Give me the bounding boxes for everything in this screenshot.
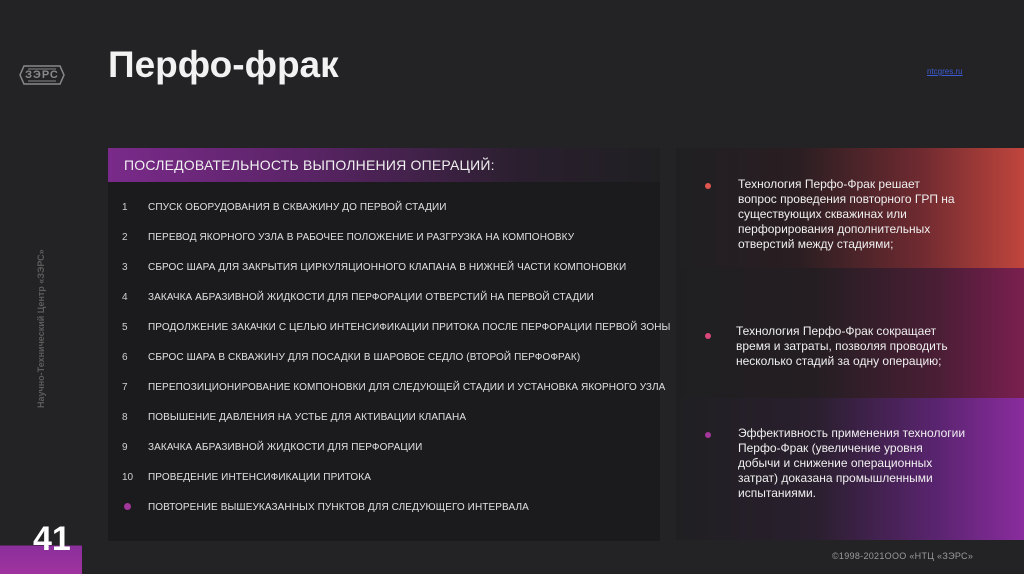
item-number: 9 [122, 441, 128, 453]
operations-title: ПОСЛЕДОВАТЕЛЬНОСТЬ ВЫПОЛНЕНИЯ ОПЕРАЦИЙ: [124, 157, 495, 173]
list-item [108, 192, 660, 222]
benefit-line: отверстий между стадиями; [738, 237, 894, 251]
benefit-line: Технология Перфо-Фрак решает [738, 177, 920, 191]
benefit-text-3 [738, 426, 965, 501]
item-number: 7 [122, 381, 128, 393]
list-item [108, 432, 660, 462]
benefit-line: Технология Перфо-Фрак сокращает [736, 324, 937, 338]
bullet-dot-icon [124, 503, 131, 510]
item-text: ПОВЫШЕНИЕ ДАВЛЕНИЯ НА УСТЬЕ ДЛЯ АКТИВАЦИИ КЛАПАНА [148, 411, 467, 423]
page-title: Перфо-фрак [108, 44, 339, 85]
list-item [108, 222, 660, 252]
item-text: СПУСК ОБОРУДОВАНИЯ В СКВАЖИНУ ДО ПЕРВОЙ СТАДИИ [148, 201, 447, 213]
list-item [108, 342, 660, 372]
list-item [108, 312, 671, 342]
benefit-line: вопрос проведения повторного ГРП на [738, 192, 955, 206]
footer-copyright: ©1998-2021ООО «НТЦ «ЗЭРС» [832, 551, 974, 561]
item-number: 2 [122, 231, 128, 243]
benefit-line: Эффективность применения технологии [738, 426, 966, 440]
item-text: ПРОДОЛЖЕНИЕ ЗАКАЧКИ С ЦЕЛЬЮ ИНТЕНСИФИКАЦИИ ПРИТОКА ПОСЛЕ ПЕРФОРАЦИИ ПЕРВОЙ ЗОНЫ [148, 321, 671, 333]
item-text: ЗАКАЧКА АБРАЗИВНОЙ ЖИДКОСТИ ДЛЯ ПЕРФОРАЦИИ [148, 441, 423, 453]
list-item [108, 282, 660, 312]
benefit-line: существующих скважинах или [738, 207, 907, 221]
benefit-line: перфорирования дополнительных [738, 222, 931, 236]
list-item [108, 402, 660, 432]
benefit-line: затрат) доказана промышленными [738, 471, 933, 485]
item-number: 10 [122, 471, 134, 483]
item-text: СБРОС ШАРА В СКВАЖИНУ ДЛЯ ПОСАДКИ В ШАРОВОЕ СЕДЛО (ВТОРОЙ ПЕРФОФРАК) [148, 351, 581, 363]
website-link[interactable]: ntcgres.ru [927, 67, 963, 76]
item-number: 8 [122, 411, 128, 423]
item-number: 3 [122, 261, 128, 273]
benefit-line: несколько стадий за одну операцию; [736, 354, 942, 368]
list-item [108, 372, 666, 402]
side-caption: Научно-Технический Центр «ЗЭРС» [36, 249, 46, 408]
list-item [108, 462, 660, 492]
benefit-line: испытаниями. [738, 486, 816, 500]
item-text: ПЕРЕВОД ЯКОРНОГО УЗЛА В РАБОЧЕЕ ПОЛОЖЕНИЕ И РАЗГРУЗКА НА КОМПОНОВКУ [148, 231, 575, 243]
item-number: 6 [122, 351, 128, 363]
benefit-line: Перфо-Фрак (увеличение уровня [738, 441, 923, 455]
item-number: 1 [122, 201, 128, 213]
list-item [108, 252, 660, 282]
item-number: 5 [122, 321, 128, 333]
benefit-text-2 [736, 324, 948, 369]
item-number: 4 [122, 291, 128, 303]
bullet-dot-icon [705, 183, 711, 189]
bullet-dot-icon [705, 432, 711, 438]
company-logo [18, 62, 66, 88]
list-item [108, 492, 660, 522]
item-text: ЗАКАЧКА АБРАЗИВНОЙ ЖИДКОСТИ ДЛЯ ПЕРФОРАЦИИ ОТВЕРСТИЙ НА ПЕРВОЙ СТАДИИ [148, 291, 594, 303]
item-text: ПЕРЕПОЗИЦИОНИРОВАНИЕ КОМПОНОВКИ ДЛЯ СЛЕДУЮЩЕЙ СТАДИИ И УСТАНОВКА ЯКОРНОГО УЗЛА [148, 381, 666, 393]
page-number: 41 [33, 520, 71, 558]
benefit-text-1 [738, 177, 955, 252]
logo-text: ЗЭРС [25, 69, 59, 81]
bullet-dot-icon [705, 333, 711, 339]
item-text: ПОВТОРЕНИЕ ВЫШЕУКАЗАННЫХ ПУНКТОВ ДЛЯ СЛЕДУЮЩЕГО ИНТЕРВАЛА [148, 501, 529, 513]
item-text: ПРОВЕДЕНИЕ ИНТЕНСИФИКАЦИИ ПРИТОКА [148, 471, 371, 483]
item-text: СБРОС ШАРА ДЛЯ ЗАКРЫТИЯ ЦИРКУЛЯЦИОННОГО КЛАПАНА В НИЖНЕЙ ЧАСТИ КОМПОНОВКИ [148, 261, 627, 273]
benefit-line: время и затраты, позволяя проводить [736, 339, 948, 353]
benefit-line: добычи и снижение операционных [738, 456, 933, 470]
